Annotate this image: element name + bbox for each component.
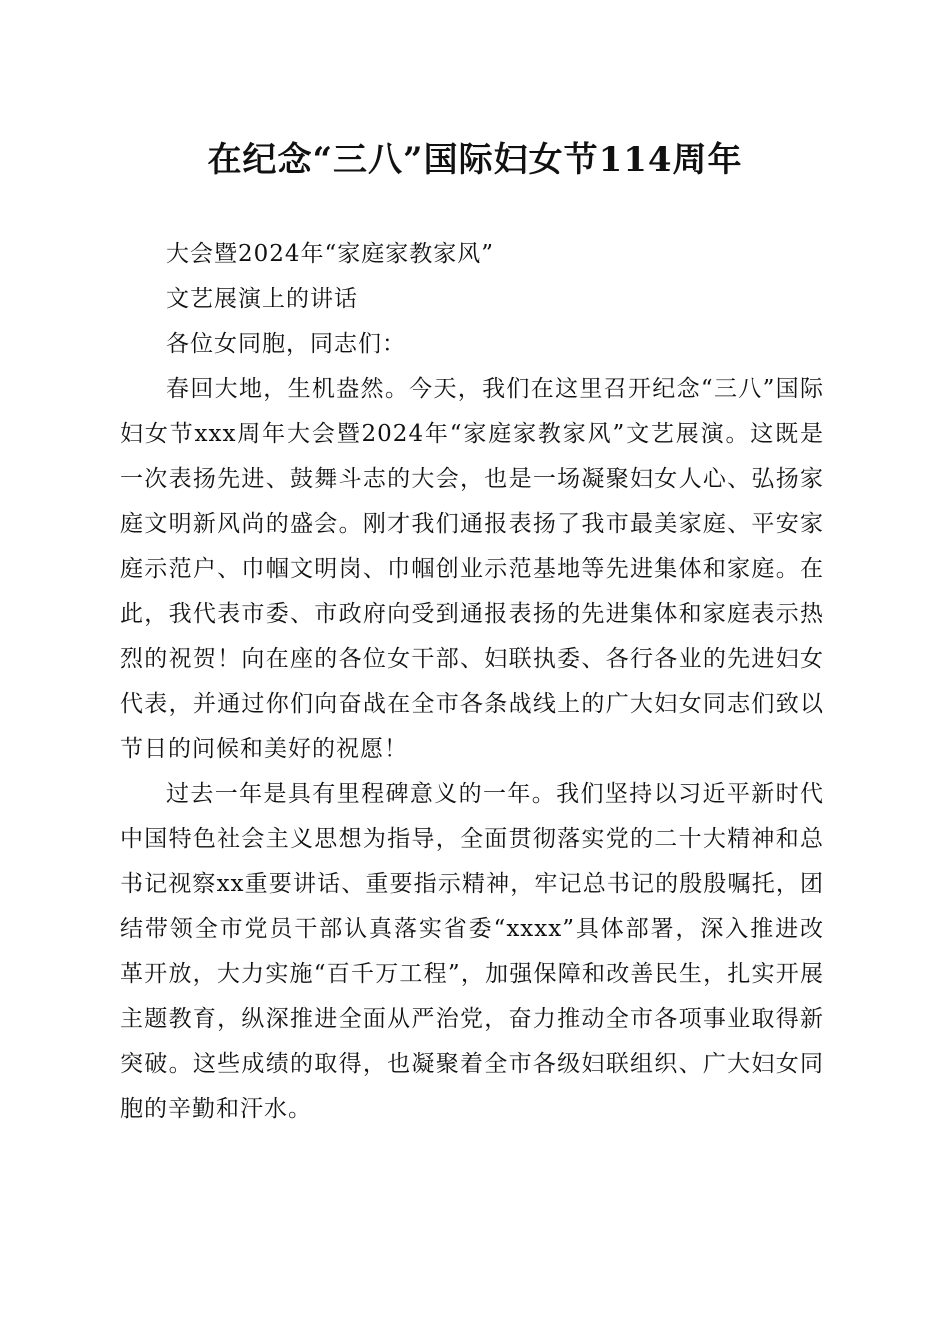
subtitle-line-2: 文艺展演上的讲话	[166, 286, 358, 312]
paragraph-opening: 春回大地，生机盎然。今天，我们在这里召开纪念“三八”国际妇女节xxx周年大会暨2024年“家庭家教家风”文艺展演。这既是一次表扬先进、鼓舞斗志的大会，也是一场凝聚妇女人心、弘扬家庭文明新风尚的盛会。刚才我们通报表扬了我市最美家庭、平安家庭示范户、巾帼文明岗、巾帼创业示范基地等先进集体和家庭。在此，我代表市委、市政府向受到通报表扬的先进集体和家庭表示热烈的祝贺！向在座的各位女干部、妇联执委、各行各业的先进妇女代表，并通过你们向奋战在全市各条战线上的广大妇女同志们致以节日的问候和美好的祝愿！	[120, 376, 824, 762]
document-title: 在纪念“三八”国际妇女节114周年	[207, 140, 743, 180]
subtitle-line-1: 大会暨2024年“家庭家教家风”	[166, 241, 495, 267]
document-body	[120, 232, 824, 1132]
paragraph-review: 过去一年是具有里程碑意义的一年。我们坚持以习近平新时代中国特色社会主义思想为指导，全面贯彻落实党的二十大精神和总书记视察xx重要讲话、重要指示精神，牢记总书记的殷殷嘱托，团结带领全市党员干部认真落实省委“xxxx”具体部署，深入推进改革开放，大力实施“百千万工程”，加强保障和改善民生，扎实开展主题教育，纵深推进全面从严治党，奋力推动全市各项事业取得新突破。这些成绩的取得，也凝聚着全市各级妇联组织、广大妇女同胞的辛勤和汗水。	[120, 781, 824, 1122]
salutation: 各位女同胞，同志们：	[166, 331, 406, 357]
